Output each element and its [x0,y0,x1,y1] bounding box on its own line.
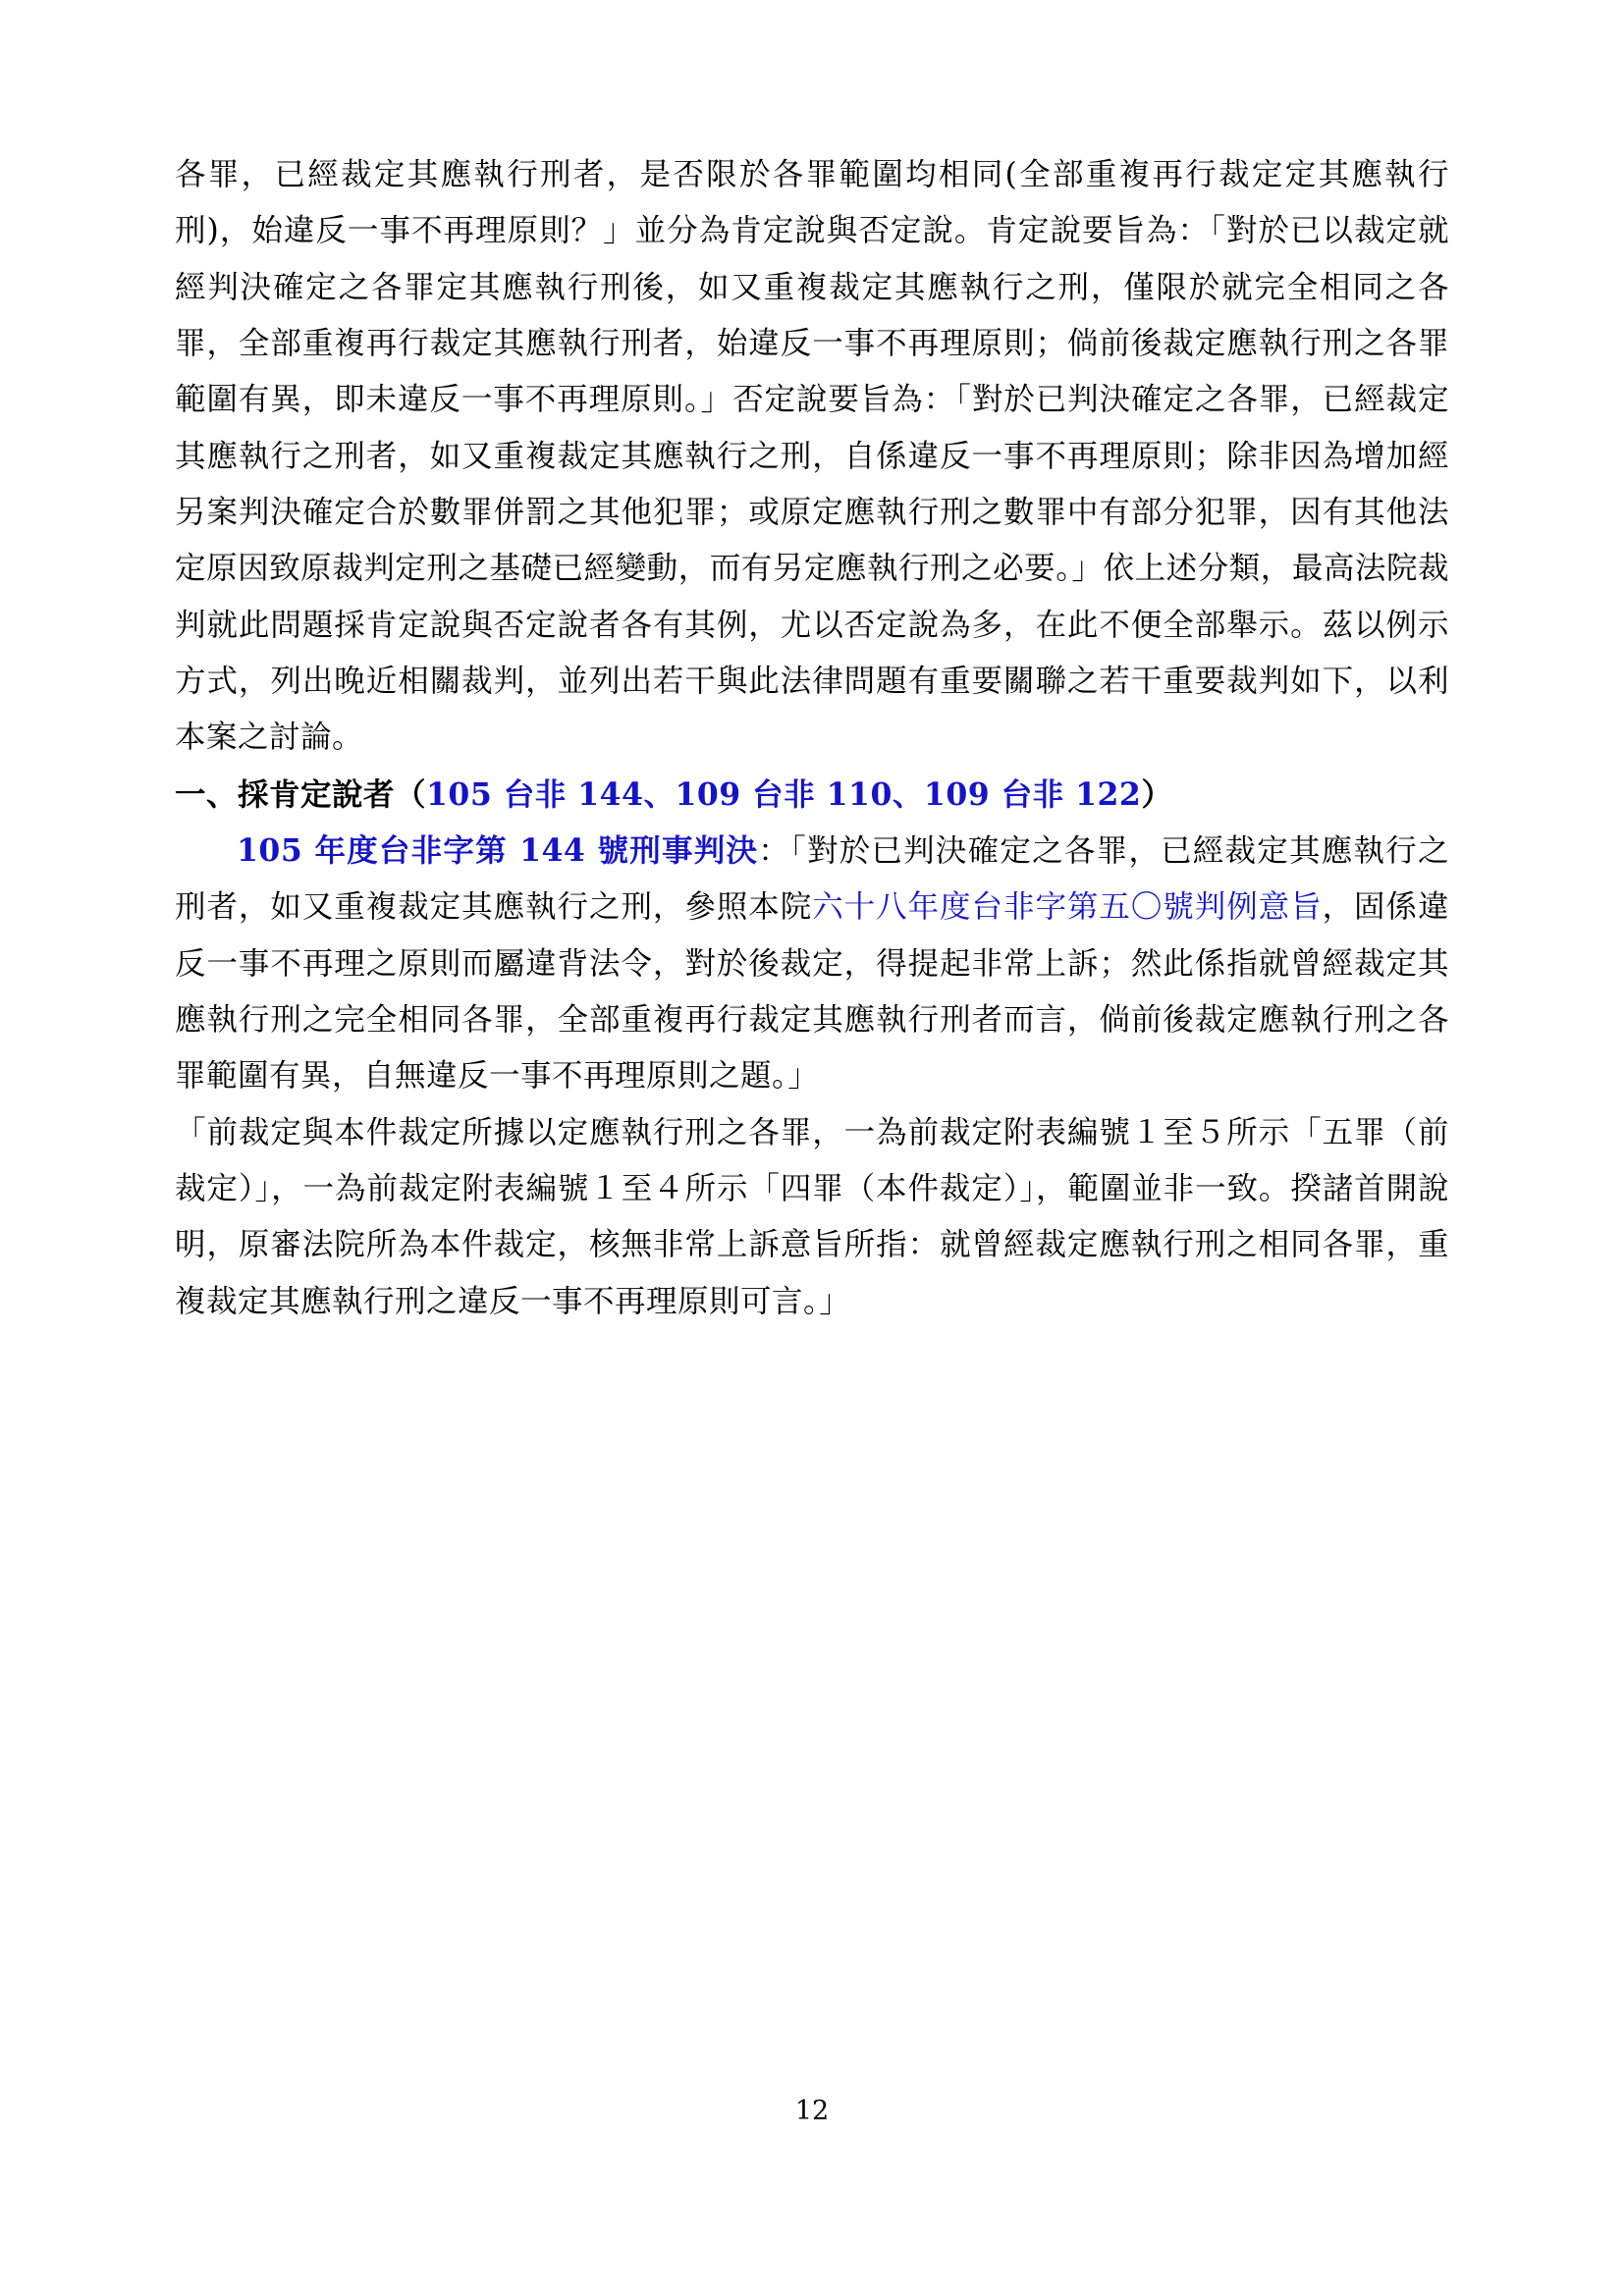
heading-suffix: ） [1141,775,1173,813]
paragraph-quote: 「前裁定與本件裁定所據以定應執行刑之各罪，一為前裁定附表編號１至５所示「五罪（前裁定）」，一為前裁定附表編號１至４所示「四罪（本件裁定）」，範圍並非一致。揆諸首開說明，原審法院所為本件裁定，核無非常上訴意旨所指：就曾經裁定應執行刑之相同各罪，重複裁定其應執行刑之違反一事不再理原則可言。」 [175,1114,1449,1319]
heading-prefix: 一、採肯定說者（ [175,775,427,813]
document-body [175,147,1449,1330]
section-heading [175,767,1449,823]
paragraph-intro: 各罪，已經裁定其應執行刑者，是否限於各罪範圍均相同(全部重複再行裁定定其應執行刑)，始違反一事不再理原則？」並分為肯定說與否定說。肯定說要旨為：「對於已以裁定就經判決確定之各罪定其應執行刑後，如又重複裁定其應執行之刑，僅限於就完全相同之各罪，全部重複再行裁定其應執行刑者，始違反一事不再理原則；倘前後裁定應執行刑之各罪範圍有異，即未違反一事不再理原則。」否定說要旨為：「對於已判決確定之各罪，已經裁定其應執行之刑者，如又重複裁定其應執行之刑，自係違反一事不再理原則；除非因為增加經另案判決確定合於數罪併罰之其他犯罪；或原定應執行刑之數罪中有部分犯罪，因有其他法定原因致原裁判定刑之基礎已經變動，而有另定應執行刑之必要。」依上述分類，最高法院裁判就此問題採肯定說與否定說者各有其例，尤以否定說為多，在此不便全部舉示。茲以例示方式，列出晚近相關裁判，並列出若干與此法律問題有重要關聯之若干重要裁判如下，以利本案之討論。 [175,157,1449,756]
case-title: 105 年度台非字第 144 號刑事判決 [237,831,759,869]
heading-citations: 105 台非 144、109 台非 110、109 台非 122 [426,775,1142,813]
case-segment-1: ：「對於已判決確定之各罪，已經裁定其應執行之刑者，如又重複裁定其應執行之刑，參照本院 [175,832,1449,926]
case-blue-citation: 六十八年度台非字第五〇號判例意旨 [812,889,1323,926]
page-number: 12 [794,2096,830,2126]
paragraph-case-105-144 [175,823,1449,1105]
case-segment-2: ，固係違反一事不再理之原則而屬違背法令，對於後裁定，得提起非常上訴；然此係指就曾經裁定其應執行刑之完全相同各罪，全部重複再行裁定其應執行刑者而言，倘前後裁定應執行刑之各罪範圍有異，自無違反一事不再理原則之題。」 [175,889,1449,1095]
